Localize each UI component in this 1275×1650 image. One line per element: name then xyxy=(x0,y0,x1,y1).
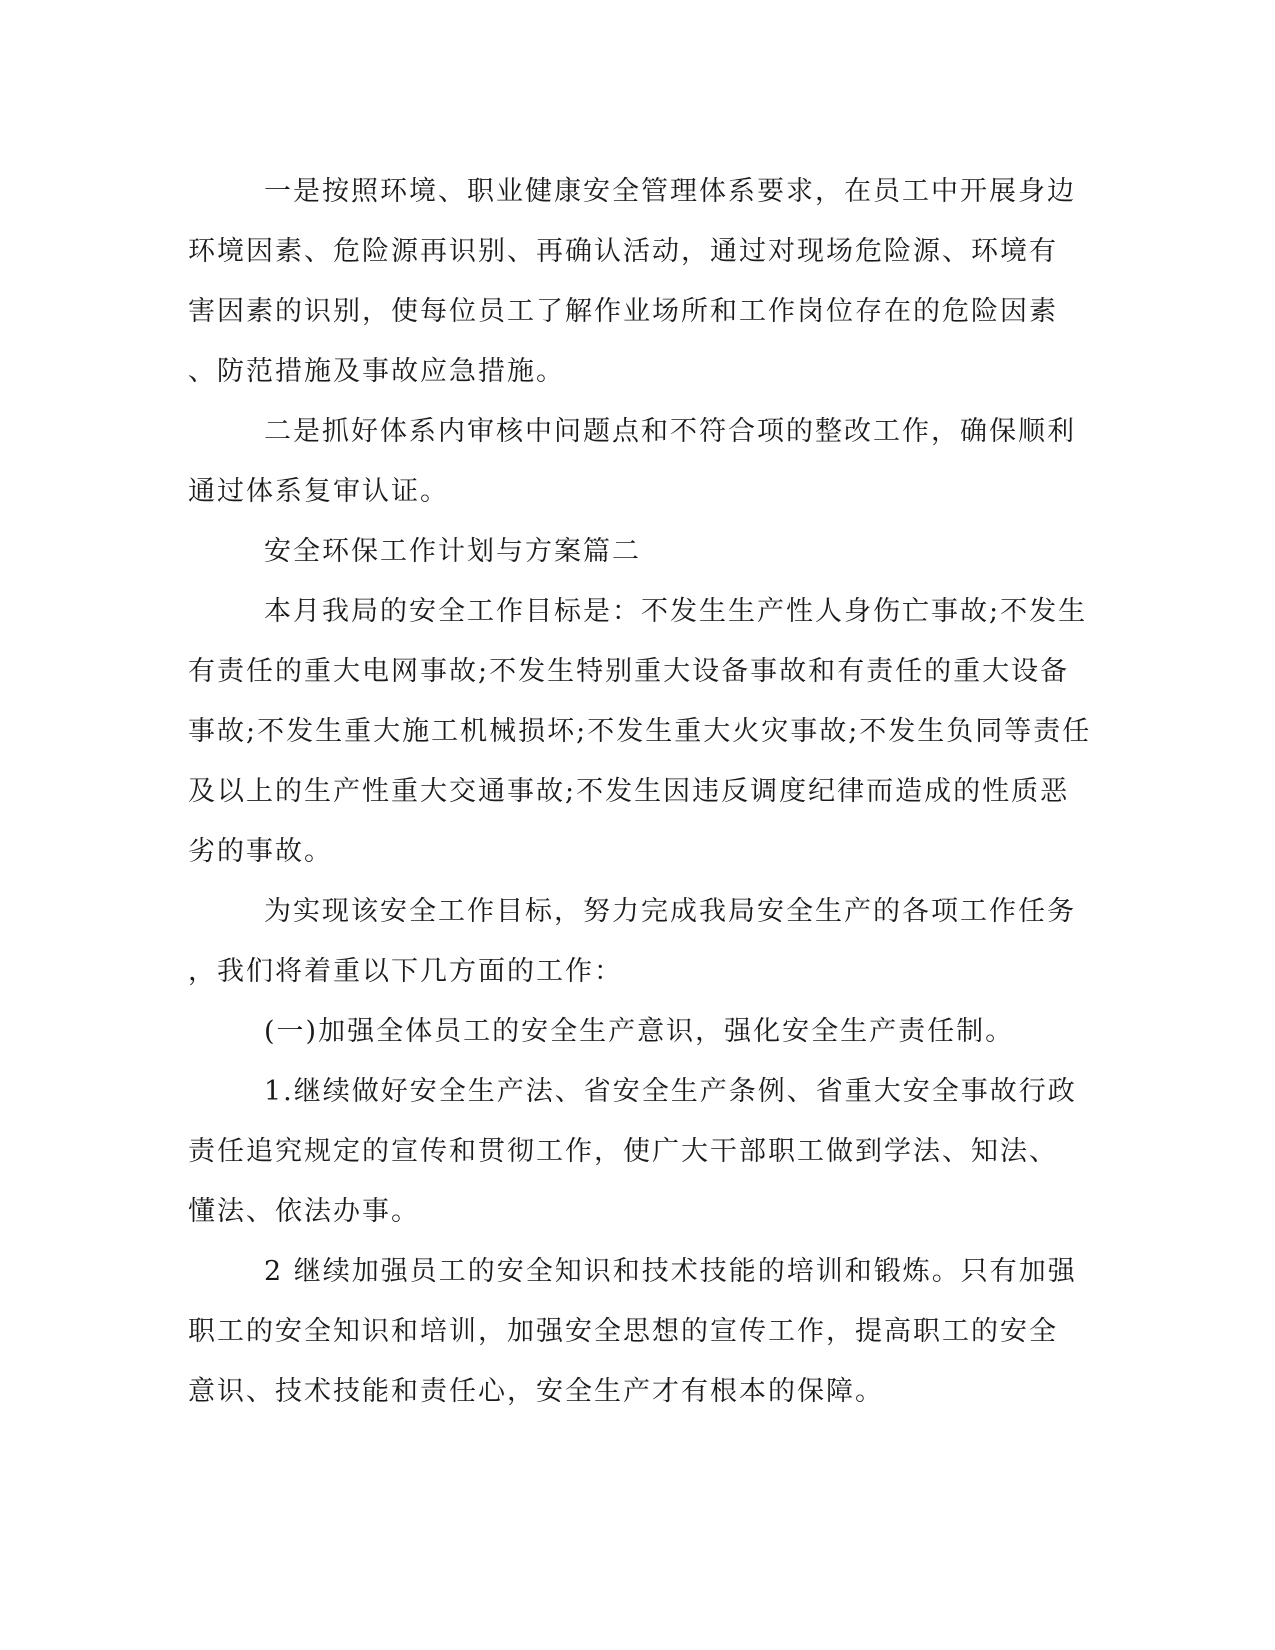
section-title: 安全环保工作计划与方案篇二 xyxy=(264,536,641,567)
text-line: 事故;不发生重大施工机械损坏;不发生重大火灾事故;不发生负同等责任 xyxy=(188,716,1092,747)
text-line: 及以上的生产性重大交通事故;不发生因违反调度纪律而造成的性质恶 xyxy=(188,776,1070,807)
text-line: 本月我局的安全工作目标是：不发生生产性人身伤亡事故;不发生 xyxy=(264,596,1088,627)
document-page xyxy=(188,162,1092,1422)
paragraph-1 xyxy=(188,162,1088,402)
text-line: 一是按照环境、职业健康安全管理体系要求，在员工中开展身边 xyxy=(264,176,1076,207)
text-line: 懂法、依法办事。 xyxy=(188,1196,420,1227)
text-line: ，我们将着重以下几方面的工作： xyxy=(188,956,623,987)
text-line: 有责任的重大电网事故;不发生特别重大设备事故和有责任的重大设备 xyxy=(188,656,1070,687)
text-line: 害因素的识别，使每位员工了解作业场所和工作岗位存在的危险因素 xyxy=(188,296,1058,327)
text-line: 、防范措施及事故应急措施。 xyxy=(188,356,565,387)
text-line: 二是抓好体系内审核中问题点和不符合项的整改工作，确保顺利 xyxy=(264,416,1076,447)
text-line: 意识、技术技能和责任心，安全生产才有根本的保障。 xyxy=(188,1376,884,1407)
text-line: 劣的事故。 xyxy=(188,836,333,867)
paragraph-8 xyxy=(188,1242,1088,1422)
text-line: 职工的安全知识和培训，加强安全思想的宣传工作，提高职工的安全 xyxy=(188,1316,1058,1347)
paragraph-4 xyxy=(188,582,1092,882)
text-line: 为实现该安全工作目标，努力完成我局安全生产的各项工作任务 xyxy=(264,896,1076,927)
section-heading xyxy=(188,522,1088,582)
text-line: 2 继续加强员工的安全知识和技术技能的培训和锻炼。只有加强 xyxy=(264,1256,1077,1287)
text-line: 责任追究规定的宣传和贯彻工作，使广大干部职工做到学法、知法、 xyxy=(188,1136,1058,1167)
text-line: 通过体系复审认证。 xyxy=(188,476,449,507)
text-line: 1.继续做好安全生产法、省安全生产条例、省重大安全事故行政 xyxy=(264,1076,1077,1107)
paragraph-2 xyxy=(188,402,1088,522)
paragraph-6 xyxy=(188,1002,1088,1062)
paragraph-7 xyxy=(188,1062,1088,1242)
text-line: 环境因素、危险源再识别、再确认活动，通过对现场危险源、环境有 xyxy=(188,236,1058,267)
text-line: (一)加强全体员工的安全生产意识，强化安全生产责任制。 xyxy=(264,1016,1015,1047)
paragraph-5 xyxy=(188,882,1088,1002)
